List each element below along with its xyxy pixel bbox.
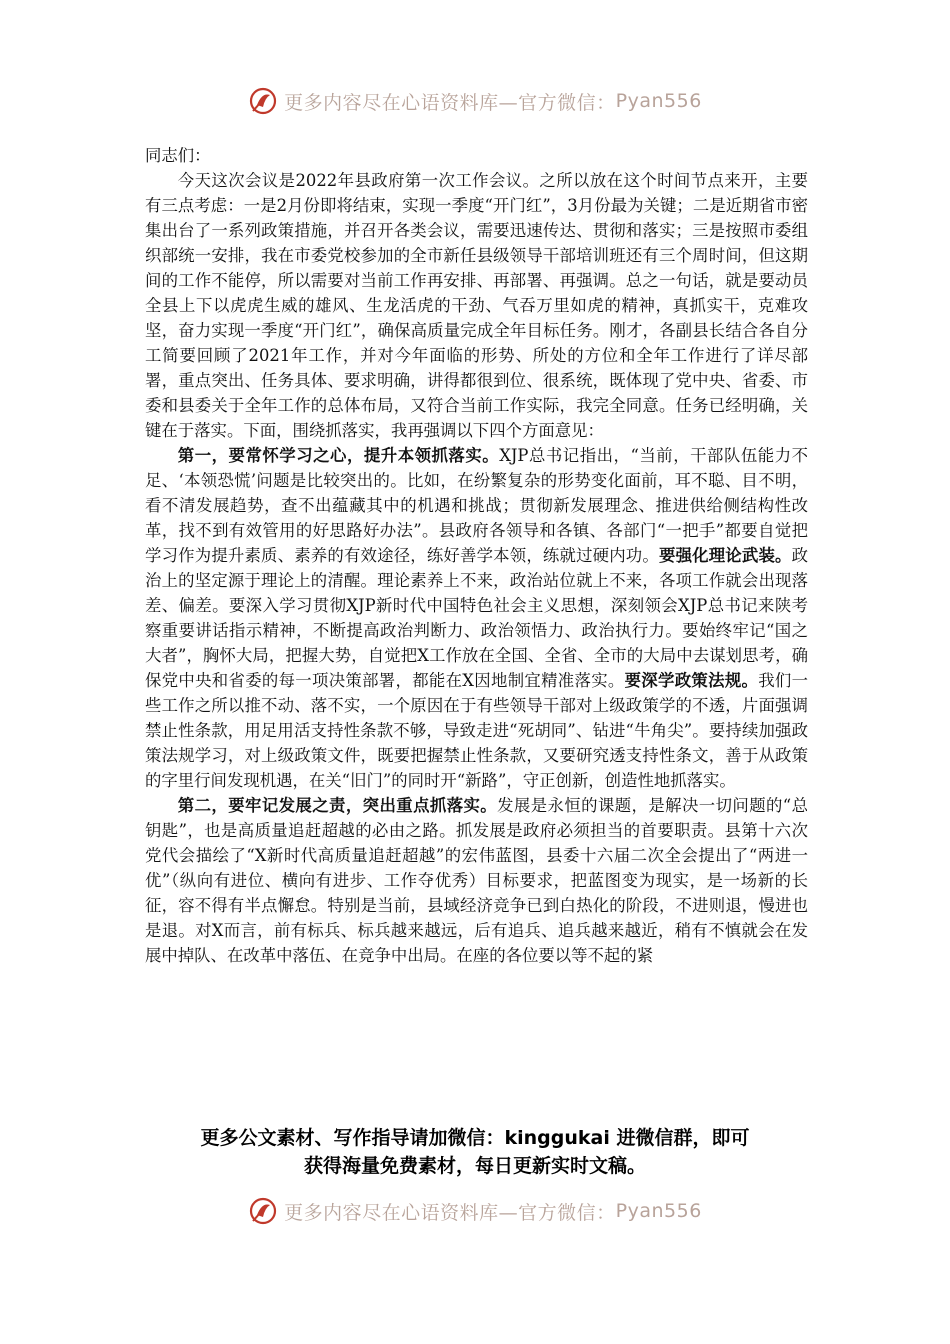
text-first-point: XJP总书记指出，“当前，干部队伍能力不足、‘本领恐慌’问题是比较突出的。比如，在纷繁复杂的形势变化面前，耳不聪、目不明，看不清发展趋势，查不出蕴藏其中的机遇和挑战；贯彻新发展理念、推进供给侧结构性改革，找不到有效管用的好思路好办法”。县政府各领导和各镇、各部门“一把手”都要自觉把学习作为提升素质、素养的有效途径，练好善学本领，练就过硬内功。 (145, 446, 808, 565)
paragraph-intro: 今天这次会议是2022年县政府第一次工作会议。之所以放在这个时间节点来开，主要有三点考虑：一是2月份即将结束，实现一季度“开门红”，3月份最为关键；二是近期省市密集出台了一系列政策措施，并召开各类会议，需要迅速传达、贯彻和落实；三是按照市委组织部统一安排，我在市委党校参加的全市新任县级领导干部培训班还有三个周时间，但这期间的工作不能停，所以需要对当前工作再安排、再部署、再强调。总之一句话，就是要动员全县上下以虎虎生威的雄风、生龙活虎的干劲、气吞万里如虎的精神，真抓实干，克难攻坚，奋力实现一季度“开门红”，确保高质量完成全年目标任务。刚才，各副县长结合各自分工简要回顾了2021年工作，并对今年面临的形势、所处的方位和全年工作进行了详尽部署，重点突出、任务具体、要求明确，讲得都很到位、很系统，既体现了党中央、省委、市委和县委关于全年工作的总体布局，又符合当前工作实际，我完全同意。任务已经明确，关键在于落实。下面，围绕抓落实，我再强调以下四个方面意见： (145, 171, 808, 440)
brand-logo-icon (248, 1196, 278, 1226)
subheading-theory: 要强化理论武装。 (658, 546, 792, 565)
text-second-point: 发展是永恒的课题，是解决一切问题的“总钥匙”，也是高质量追赶超越的必由之路。抓发展是政府必须担当的首要职责。县第十六次党代会描绘了“X新时代高质量追赶超越”的宏伟蓝图，县委十六届二次全会提出了“两进一优”（纵向有进位、横向有进步、工作夺优秀）目标要求，把蓝图变为现实，是一场新的长征，容不得有半点懈怠。特别是当前，县域经济竞争已到白热化的阶段，不进则退，慢进也是退。对X而言，前有标兵、标兵越来越远，后有追兵、追兵越来越近，稍有不慎就会在发展中掉队、在改革中落伍、在竞争中出局。在座的各位要以等不起的紧 (145, 796, 808, 965)
salutation: 同志们： (145, 146, 211, 165)
subheading-policy: 要深学政策法规。 (624, 671, 759, 690)
text-theory: 政治上的坚定源于理论上的清醒。理论素养上不来，政治站位就上不来，各项工作就会出现落差、偏差。要深入学习贯彻XJP新时代中国特色社会主义思想，深刻领会XJP总书记来陕考察重要讲话指示精神，不断提高政治判断力、政治领悟力、政治执行力。要始终牢记“国之大者”，胸怀大局，把握大势，自觉把X工作放在全国、全省、全市的大局中去谋划思考，确保党中央和省委的每一项决策部署，都能在X因地制宜精准落实。 (145, 546, 809, 690)
promo-line-2: 获得海量免费素材，每日更新实时文稿。 (303, 1155, 646, 1177)
brand-logo-icon (248, 86, 278, 116)
promo-banner (0, 1124, 950, 1180)
header-brand-id: Pyan556 (615, 90, 702, 112)
text-policy: 我们一些工作之所以推不动、落不实，一个原因在于有些领导干部对上级政策学的不透，片面强调禁止性条款，用足用活支持性条款不够，导致走进“死胡同”、钻进“牛角尖”。要持续加强政策法规学习，对上级政策文件，既要把握禁止性条款，又要研究透支持性条文，善于从政策的字里行间发现机遇，在关“旧门”的同时开“新路”，守正创新，创造性地抓落实。 (145, 671, 809, 790)
promo-line-1: 更多公文素材、写作指导请加微信：kinggukai 进微信群，即可 (200, 1127, 750, 1149)
paragraph-first-point (145, 443, 808, 793)
heading-second-point: 第二，要牢记发展之责，突出重点抓落实。 (177, 796, 498, 815)
heading-first-point: 第一，要常怀学习之心，提升本领抓落实。 (177, 446, 500, 465)
document-body (145, 143, 808, 968)
footer-brand-id: Pyan556 (615, 1200, 702, 1222)
paragraph-second-point (145, 793, 808, 968)
footer-watermark (0, 1196, 950, 1226)
header-brand-text: 更多内容尽在心语资料库—官方微信： (284, 91, 616, 114)
header-watermark (0, 86, 950, 116)
footer-brand-text: 更多内容尽在心语资料库—官方微信： (284, 1201, 616, 1224)
